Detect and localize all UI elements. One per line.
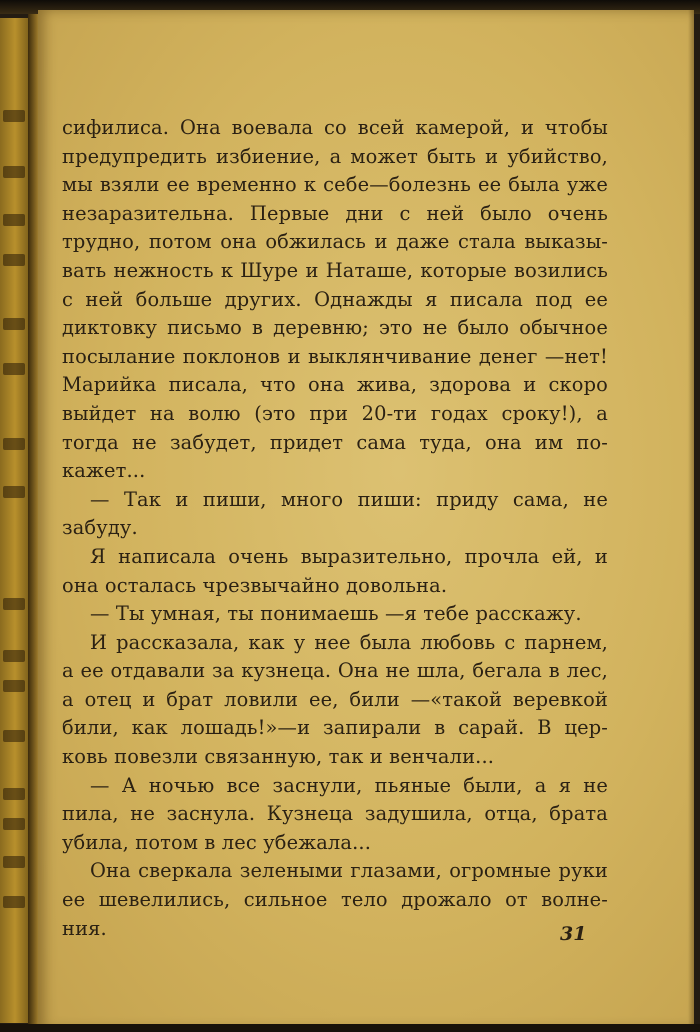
text-line: сифилиса. Она воевала со всей камерой, и чтобы <box>62 116 608 139</box>
bleed-text-fragment <box>3 680 25 692</box>
bleed-text-fragment <box>3 110 25 122</box>
text-line: били, как лошадь!»—и запирали в сарай. В цер- <box>62 716 608 740</box>
text-line: пила, не заснула. Кузнеца задушила, отца, брата <box>62 802 608 826</box>
text-line: трудно, потом она обжилась и даже стала выказы- <box>62 230 608 254</box>
bleed-text-fragment <box>3 730 25 742</box>
text-line: кажет... <box>62 459 146 483</box>
text-line: мы взяли ее временно к себе—болезнь ее была уже <box>62 173 608 197</box>
text-line: посылание поклонов и выклянчивание денег —нет! <box>62 344 608 368</box>
text-line: ния. <box>62 916 107 940</box>
text-line: — Ты умная, ты понимаешь —я тебе расскажу. <box>90 602 582 626</box>
page-number: 31 <box>560 923 587 945</box>
text-line: Я написала очень выразительно, прочла ей, и <box>90 544 608 568</box>
text-line: — А ночью все заснули, пьяные были, а я не <box>90 773 608 797</box>
bleed-text-fragment <box>3 818 25 830</box>
bleed-text-fragment <box>3 438 25 450</box>
page-edge-shadow <box>688 10 694 1030</box>
text-line: диктовку письмо в деревню; это не было обычное <box>62 316 608 340</box>
bleed-text-fragment <box>3 214 25 226</box>
bleed-text-fragment <box>3 788 25 800</box>
text-line: она осталась чрезвычайно довольна. <box>62 573 448 597</box>
bleed-text-fragment <box>3 598 25 610</box>
text-line: предупредить избиение, а может быть и убийство, <box>62 144 608 168</box>
text-line: тогда не забудет, придет сама туда, она им по- <box>62 430 608 454</box>
text-line: убила, потом в лес убежала... <box>62 830 372 854</box>
text-line: Она сверкала зелеными глазами, огромные руки <box>90 859 608 883</box>
bleed-text-fragment <box>3 363 25 375</box>
text-line: ковь повезли связанную, так и венчали... <box>62 745 495 769</box>
bleed-text-fragment <box>3 166 25 178</box>
text-line: вать нежность к Шуре и Наташе, которые возились <box>62 258 608 282</box>
text-line: а ее отдавали за кузнеца. Она не шла, бегала в лес, <box>62 659 608 683</box>
text-line: Марийка писала, что она жива, здорова и скоро <box>62 373 608 397</box>
text-line: с ней больше других. Однажды я писала под ее <box>62 287 608 311</box>
book-page <box>38 10 694 1030</box>
page-text <box>62 114 608 943</box>
text-line: а отец и брат ловили ее, били —«такой веревкой <box>62 687 608 711</box>
text-line: выйдет на волю (это при 20-ти годах сроку!), а <box>62 401 608 425</box>
text-line: ее шевелились, сильное тело дрожало от волне- <box>62 888 608 912</box>
left-page-edge <box>0 18 30 1023</box>
bleed-text-fragment <box>3 856 25 868</box>
bleed-text-fragment <box>3 318 25 330</box>
text-line: — Так и пиши, много пиши: приду сама, не <box>90 487 608 511</box>
bottom-shadow <box>0 1024 700 1032</box>
bleed-text-fragment <box>3 896 25 908</box>
bleed-text-fragment <box>3 254 25 266</box>
text-line: И рассказала, как у нее была любовь с парнем, <box>90 630 608 654</box>
bleed-text-fragment <box>3 650 25 662</box>
bleed-text-fragment <box>3 486 25 498</box>
text-line: забуду. <box>62 516 138 540</box>
text-line: незаразительна. Первые дни с ней было очень <box>62 201 608 225</box>
